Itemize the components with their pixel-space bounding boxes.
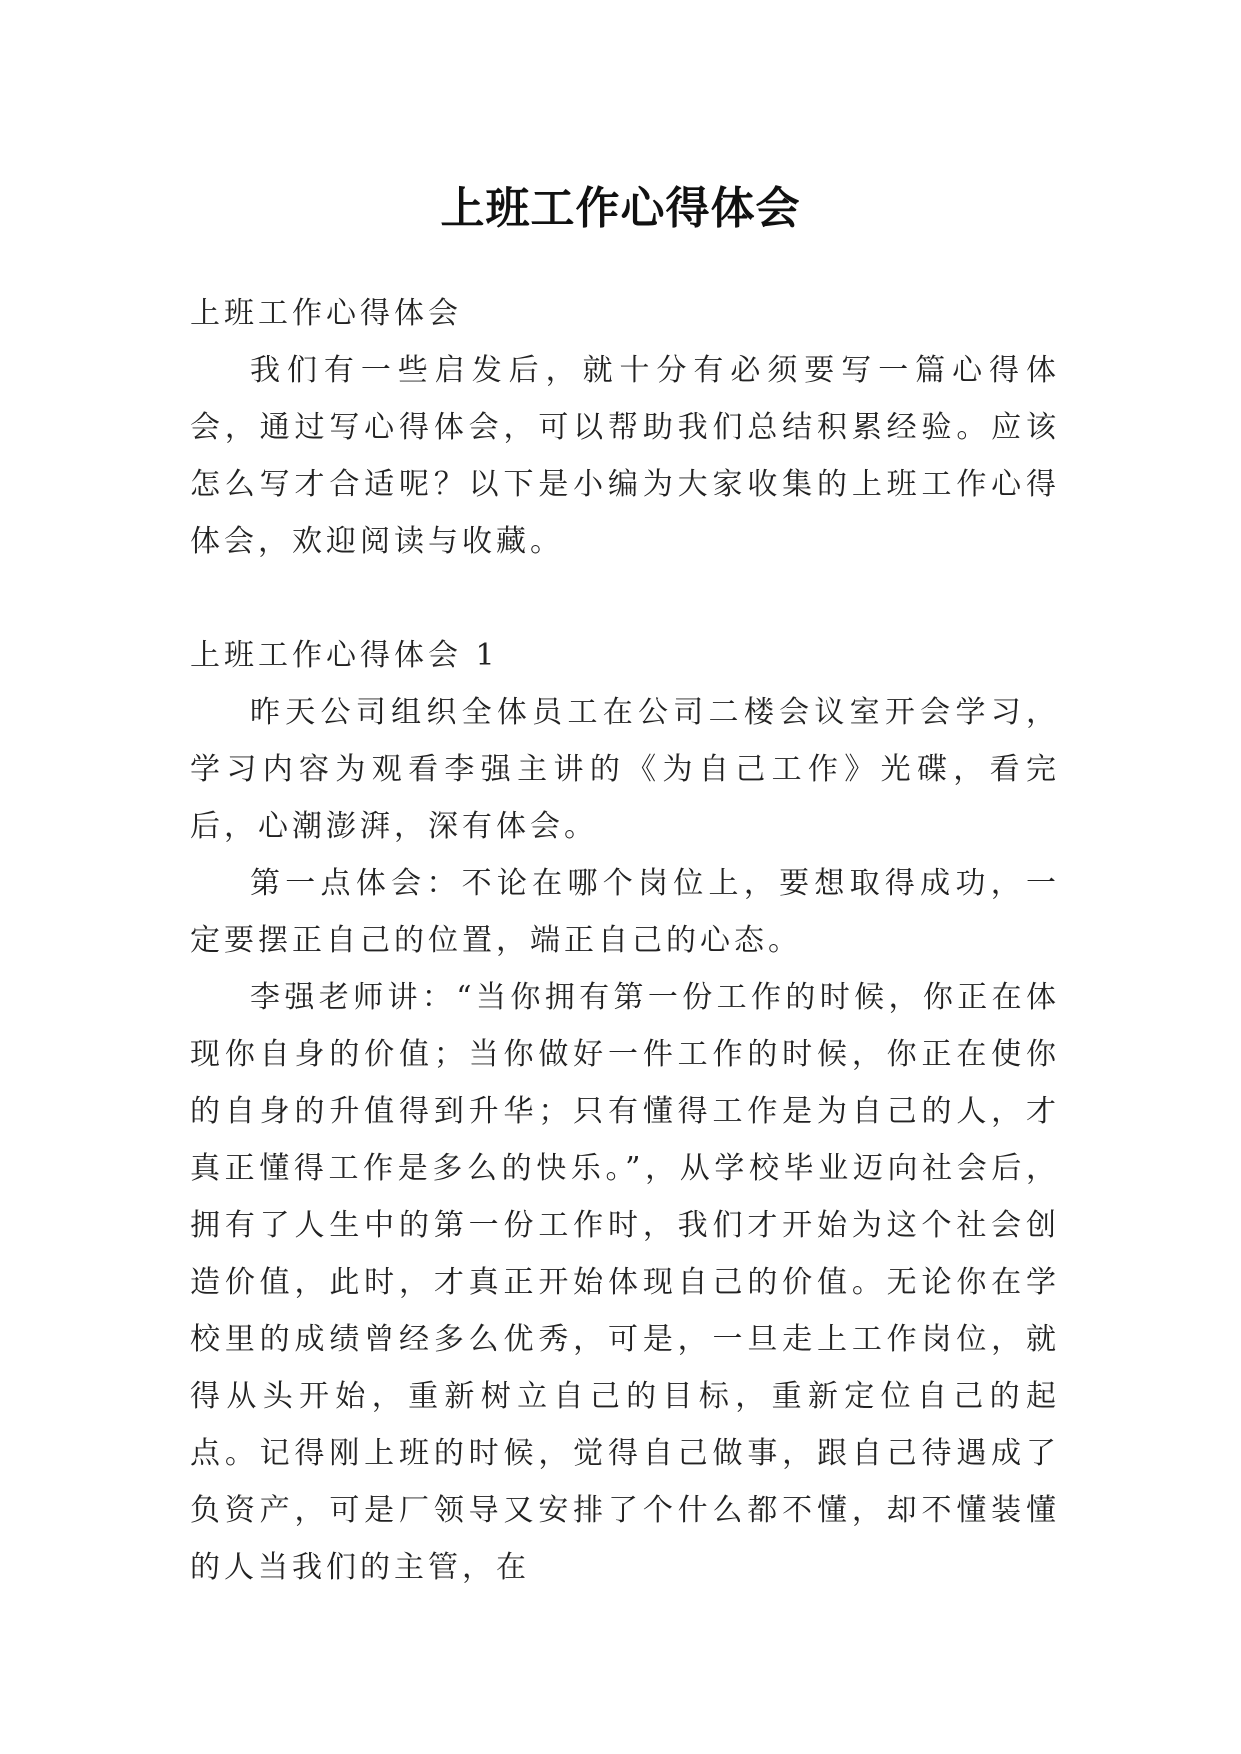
section-heading: 上班工作心得体会 1 (190, 638, 499, 673)
section-spacer (190, 570, 1060, 627)
body-paragraph: 第一点体会：不论在哪个岗位上，要想取得成功，一定要摆正自己的位置，端正自己的心态。 (190, 866, 1060, 958)
document-title: 上班工作心得体会 (440, 183, 801, 235)
subtitle-line: 上班工作心得体会 (190, 296, 462, 331)
body-paragraph: 昨天公司组织全体员工在公司二楼会议室开会学习，学习内容为观看李强主讲的《为自己工作》光碟，看完后，心潮澎湃，深有体会。 (190, 695, 1060, 844)
intro-paragraph: 我们有一些启发后，就十分有必须要写一篇心得体会，通过写心得体会，可以帮助我们总结积累经验。应该怎么写才合适呢？以下是小编为大家收集的上班工作心得体会，欢迎阅读与收藏。 (190, 353, 1060, 559)
body-paragraph: 李强老师讲：“当你拥有第一份工作的时候，你正在体现你自身的价值；当你做好一件工作的时候，你正在使你的自身的升值得到升华；只有懂得工作是为自己的人，才真正懂得工作是多么的快乐。”，从学校毕业迈向社会后，拥有了人生中的第一份工作时，我们才开始为这个社会创造价值，此时，才真正开始体现自己的价值。无论你在学校里的成绩曾经多么优秀，可是，一旦走上工作岗位，就得从头开始，重新树立自己的目标，重新定位自己的起点。记得刚上班的时候，觉得自己做事，跟自己待遇成了负资产，可是厂领导又安排了个什么都不懂，却不懂装懂的人当我们的主管，在 (190, 980, 1060, 1585)
document-body (190, 285, 1060, 1596)
